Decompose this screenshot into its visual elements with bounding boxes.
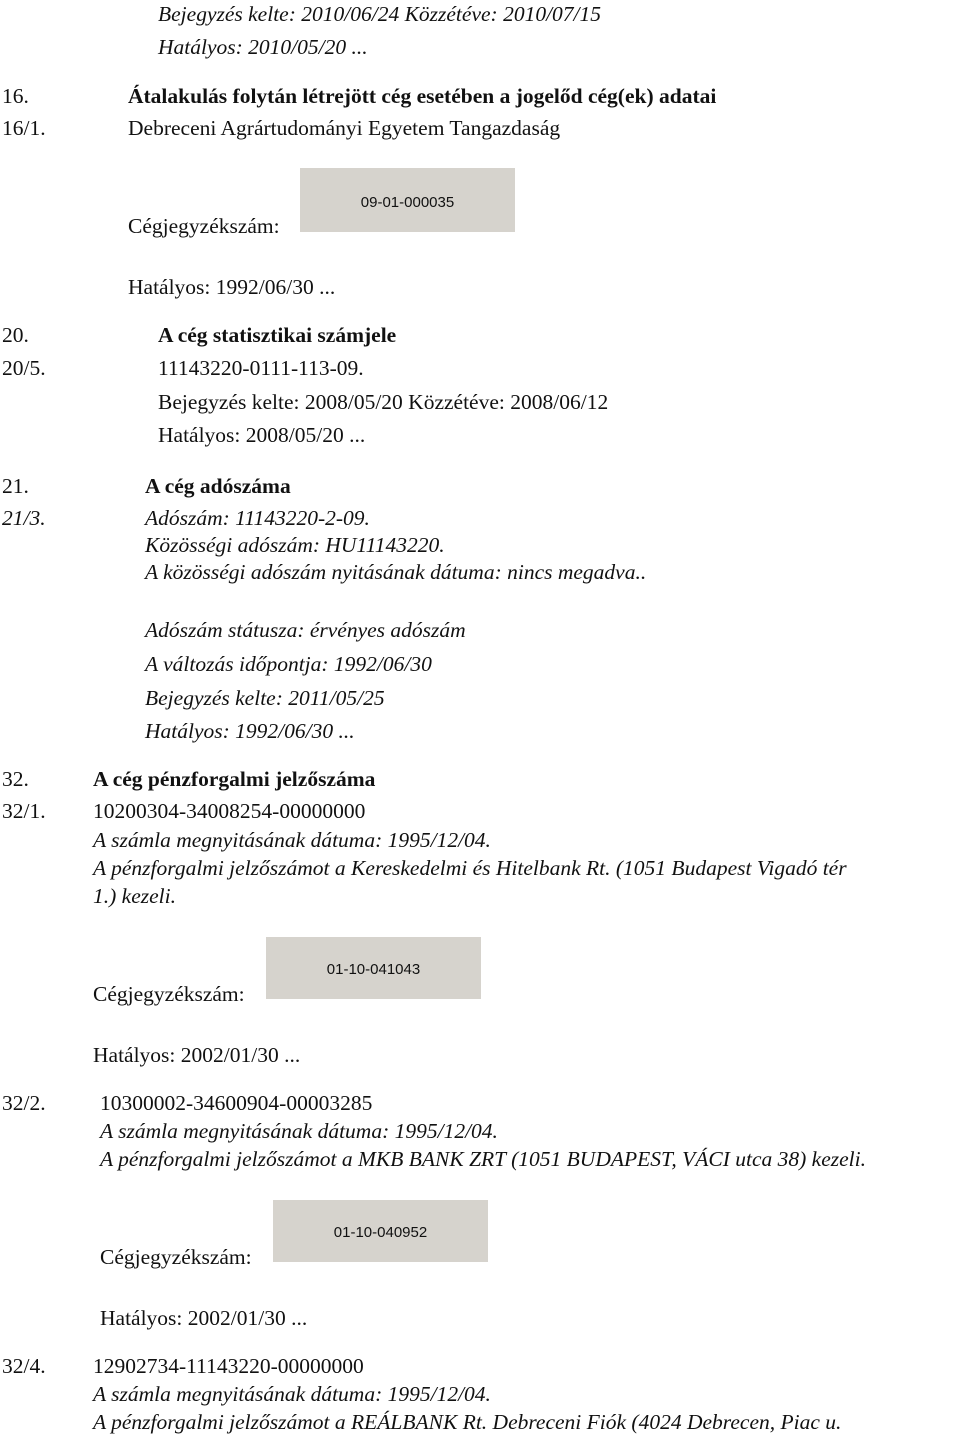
s16-reg-label: Cégjegyzékszám: bbox=[128, 214, 280, 238]
s21-registered: Bejegyzés kelte: 2011/05/25 bbox=[145, 686, 385, 710]
s20-effective: Hatályos: 2008/05/20 ... bbox=[158, 423, 366, 447]
s21-status: Adószám státusza: érvényes adószám bbox=[145, 618, 466, 642]
s20-value: 11143220-0111-113-09. bbox=[158, 356, 364, 380]
s32-2-reg-number: 01-10-040952 bbox=[333, 1224, 428, 1241]
s21-tax-number: Adószám: 11143220-2-09. bbox=[145, 506, 370, 530]
s20-item-number: 20/5. bbox=[2, 356, 46, 380]
s32-4-number: 32/4. bbox=[2, 1354, 46, 1378]
s16-effective: Hatályos: 1992/06/30 ... bbox=[128, 275, 336, 299]
s16-item-name: Debreceni Agrártudományi Egyetem Tangazdaság bbox=[128, 116, 561, 140]
s32-2-reg-number-badge bbox=[273, 1200, 488, 1262]
s32-4-opened: A számla megnyitásának dátuma: 1995/12/04. bbox=[93, 1382, 491, 1406]
s32-1-account: 10200304-34008254-00000000 bbox=[93, 799, 366, 823]
s32-1-bank-line1: A pénzforgalmi jelzőszámot a Kereskedelmi és Hitelbank Rt. (1051 Budapest Vigadó tér bbox=[93, 856, 847, 880]
s20-number: 20. bbox=[2, 323, 29, 347]
s21-effective: Hatályos: 1992/06/30 ... bbox=[145, 719, 355, 743]
s16-number: 16. bbox=[2, 84, 29, 108]
s15-registered: Bejegyzés kelte: 2010/06/24 Közzétéve: 2010/07/15 bbox=[158, 2, 602, 26]
s32-number: 32. bbox=[2, 767, 29, 791]
s32-1-number: 32/1. bbox=[2, 799, 46, 823]
s32-2-number: 32/2. bbox=[2, 1091, 46, 1115]
s16-reg-number-badge bbox=[300, 168, 515, 232]
s32-1-bank-line2: 1.) kezeli. bbox=[93, 884, 176, 908]
s20-registered: Bejegyzés kelte: 2008/05/20 Közzétéve: 2008/06/12 bbox=[158, 390, 609, 414]
s32-1-opened: A számla megnyitásának dátuma: 1995/12/04. bbox=[93, 828, 491, 852]
s21-eu-tax-number: Közösségi adószám: HU11143220. bbox=[145, 533, 445, 557]
s32-2-bank-line1: A pénzforgalmi jelzőszámot a MKB BANK ZRT (1051 BUDAPEST, VÁCI utca 38) kezeli. bbox=[100, 1147, 866, 1171]
s21-change-date: A változás időpontja: 1992/06/30 bbox=[145, 652, 432, 676]
s32-1-reg-number: 01-10-041043 bbox=[326, 961, 421, 978]
s21-title: A cég adószáma bbox=[145, 474, 291, 498]
s32-4-account: 12902734-11143220-00000000 bbox=[93, 1354, 364, 1378]
s16-title: Átalakulás folytán létrejött cég esetében a jogelőd cég(ek) adatai bbox=[128, 84, 717, 108]
s32-1-reg-number-badge bbox=[266, 937, 481, 999]
s32-2-effective: Hatályos: 2002/01/30 ... bbox=[100, 1306, 308, 1330]
s15-effective: Hatályos: 2010/05/20 ... bbox=[158, 35, 368, 59]
s32-1-reg-label: Cégjegyzékszám: bbox=[93, 982, 245, 1006]
s32-1-effective: Hatályos: 2002/01/30 ... bbox=[93, 1043, 301, 1067]
s21-number: 21. bbox=[2, 474, 29, 498]
s32-4-bank-line1: A pénzforgalmi jelzőszámot a REÁLBANK Rt. Debreceni Fiók (4024 Debrecen, Piac u. bbox=[93, 1410, 842, 1434]
s21-item-number: 21/3. bbox=[2, 506, 46, 530]
s16-item-number: 16/1. bbox=[2, 116, 46, 140]
s32-2-reg-label: Cégjegyzékszám: bbox=[100, 1245, 252, 1269]
s20-title: A cég statisztikai számjele bbox=[158, 323, 397, 347]
s32-title: A cég pénzforgalmi jelzőszáma bbox=[93, 767, 376, 791]
s32-2-account: 10300002-34600904-00003285 bbox=[100, 1091, 373, 1115]
s32-2-opened: A számla megnyitásának dátuma: 1995/12/04. bbox=[100, 1119, 498, 1143]
s16-reg-number: 09-01-000035 bbox=[360, 194, 455, 211]
s21-eu-open-date: A közösségi adószám nyitásának dátuma: nincs megadva.. bbox=[145, 560, 647, 584]
